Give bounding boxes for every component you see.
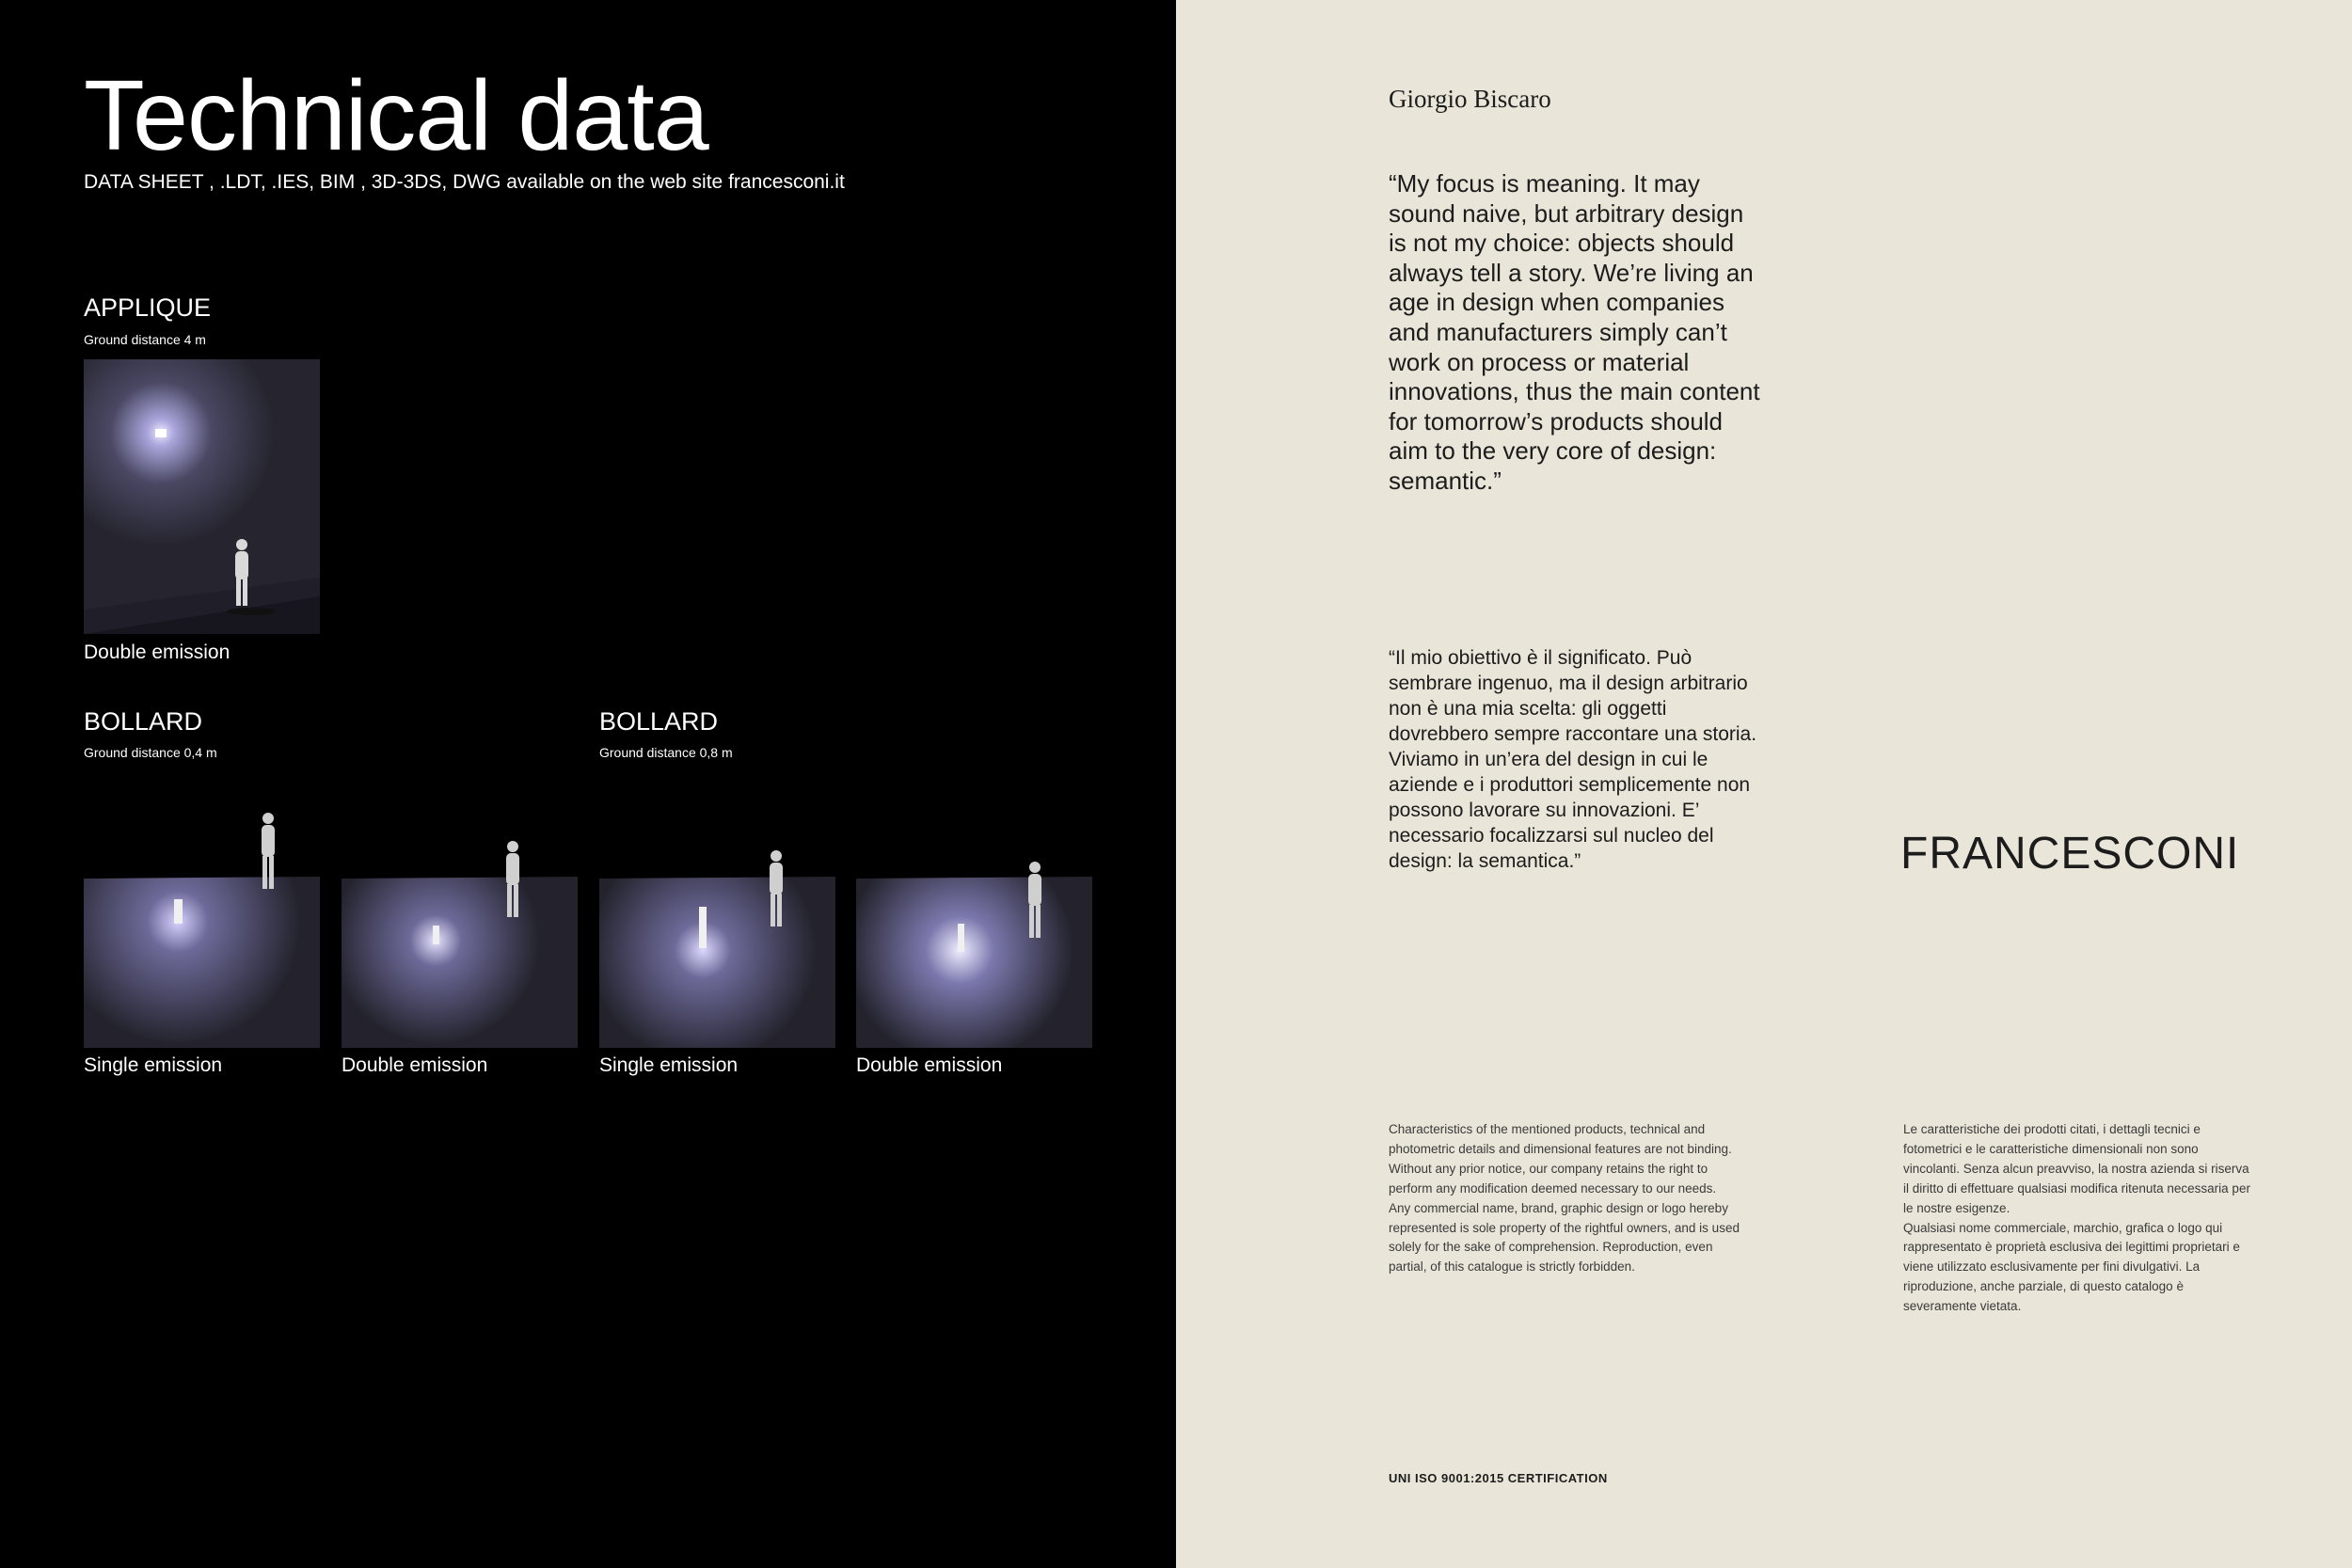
brand-logo: FRANCESCONI: [1900, 829, 2240, 879]
page-title: Technical data: [84, 60, 708, 171]
bollard-2-single-caption: Single emission: [599, 1054, 739, 1076]
applique-ground-distance: Ground distance 4 m: [84, 332, 206, 347]
bollard-render-image: [856, 809, 1092, 1048]
bollard-render-image: [599, 809, 835, 1048]
legal-notice-english: [1389, 1120, 1741, 1277]
bollard-2-ground-distance: Ground distance 0,8 m: [599, 745, 733, 760]
legal-paragraph: Characteristics of the mentioned products, technical and photometric details and dimensional features are not binding. Without any prior notice, our company retains the right to perform any modification deemed necessary to our needs.: [1389, 1122, 1732, 1196]
applique-render-image: [84, 359, 320, 634]
applique-caption: Double emission: [84, 641, 230, 663]
quote-english: “My focus is meaning. It may sound naive, but arbitrary design is not my choice: objects should always tell a story. We’re living an age in design when companies and manufacturers simply can’t work on process or material innovations, thus the main content for tomorrow’s products should aim to the very core of design: semantic.”: [1389, 169, 1760, 495]
bollard-1-single-caption: Single emission: [84, 1054, 223, 1076]
downloads-note: DATA SHEET , .LDT, .IES, BIM , 3D-3DS, DWG available on the web site francesconi.it: [84, 171, 845, 193]
bollard-2-heading: BOLLARD: [599, 707, 719, 736]
bollard-1-heading: BOLLARD: [84, 707, 203, 736]
designer-name: Giorgio Biscaro: [1389, 85, 1551, 113]
legal-paragraph: Qualsiasi nome commerciale, marchio, grafica o logo qui rappresentato è proprietà esclusiva dei legittimi proprietari e viene utilizzato esclusivamente per fini divulgativi. La riproduzione, anche parziale, di questo catalogo è severamente vietata.: [1903, 1220, 2240, 1314]
applique-heading: APPLIQUE: [84, 293, 212, 322]
bollard-render-image: [342, 809, 578, 1048]
bollard-2-double-caption: Double emission: [856, 1054, 1003, 1076]
quote-italian: “Il mio obiettivo è il significato. Può sembrare ingenuo, ma il design arbitrario non è una mia scelta: gli oggetti dovrebbero sempre raccontare una storia. Viviamo in un’era del design in cui le aziende e i produttori semplicemente non possono lavorare su innovazioni. E’ necessario focalizzarsi sul nucleo del design: la semantica.”: [1389, 647, 1757, 872]
legal-paragraph: Le caratteristiche dei prodotti citati, i dettagli tecnici e fotometrici e le caratteristiche dimensionali non sono vincolanti. Senza alcun preavviso, la nostra azienda si riserva il diritto di effettuare qualsiasi modifica ritenuta necessaria per le nostre esigenze.: [1903, 1122, 2250, 1215]
bollard-1-ground-distance: Ground distance 0,4 m: [84, 745, 217, 760]
bollard-render-image: [84, 809, 320, 1048]
bollard-1-double-caption: Double emission: [342, 1054, 488, 1076]
legal-paragraph: Any commercial name, brand, graphic design or logo hereby represented is sole property of the rightful owners, and is used solely for the sake of comprehension. Reproduction, even partial, of this catalogue is strictly forbidden.: [1389, 1200, 1740, 1275]
certification-label: UNI ISO 9001:2015 CERTIFICATION: [1389, 1471, 1608, 1485]
legal-notice-italian: [1903, 1120, 2256, 1317]
designer-page: [1176, 0, 2352, 1568]
